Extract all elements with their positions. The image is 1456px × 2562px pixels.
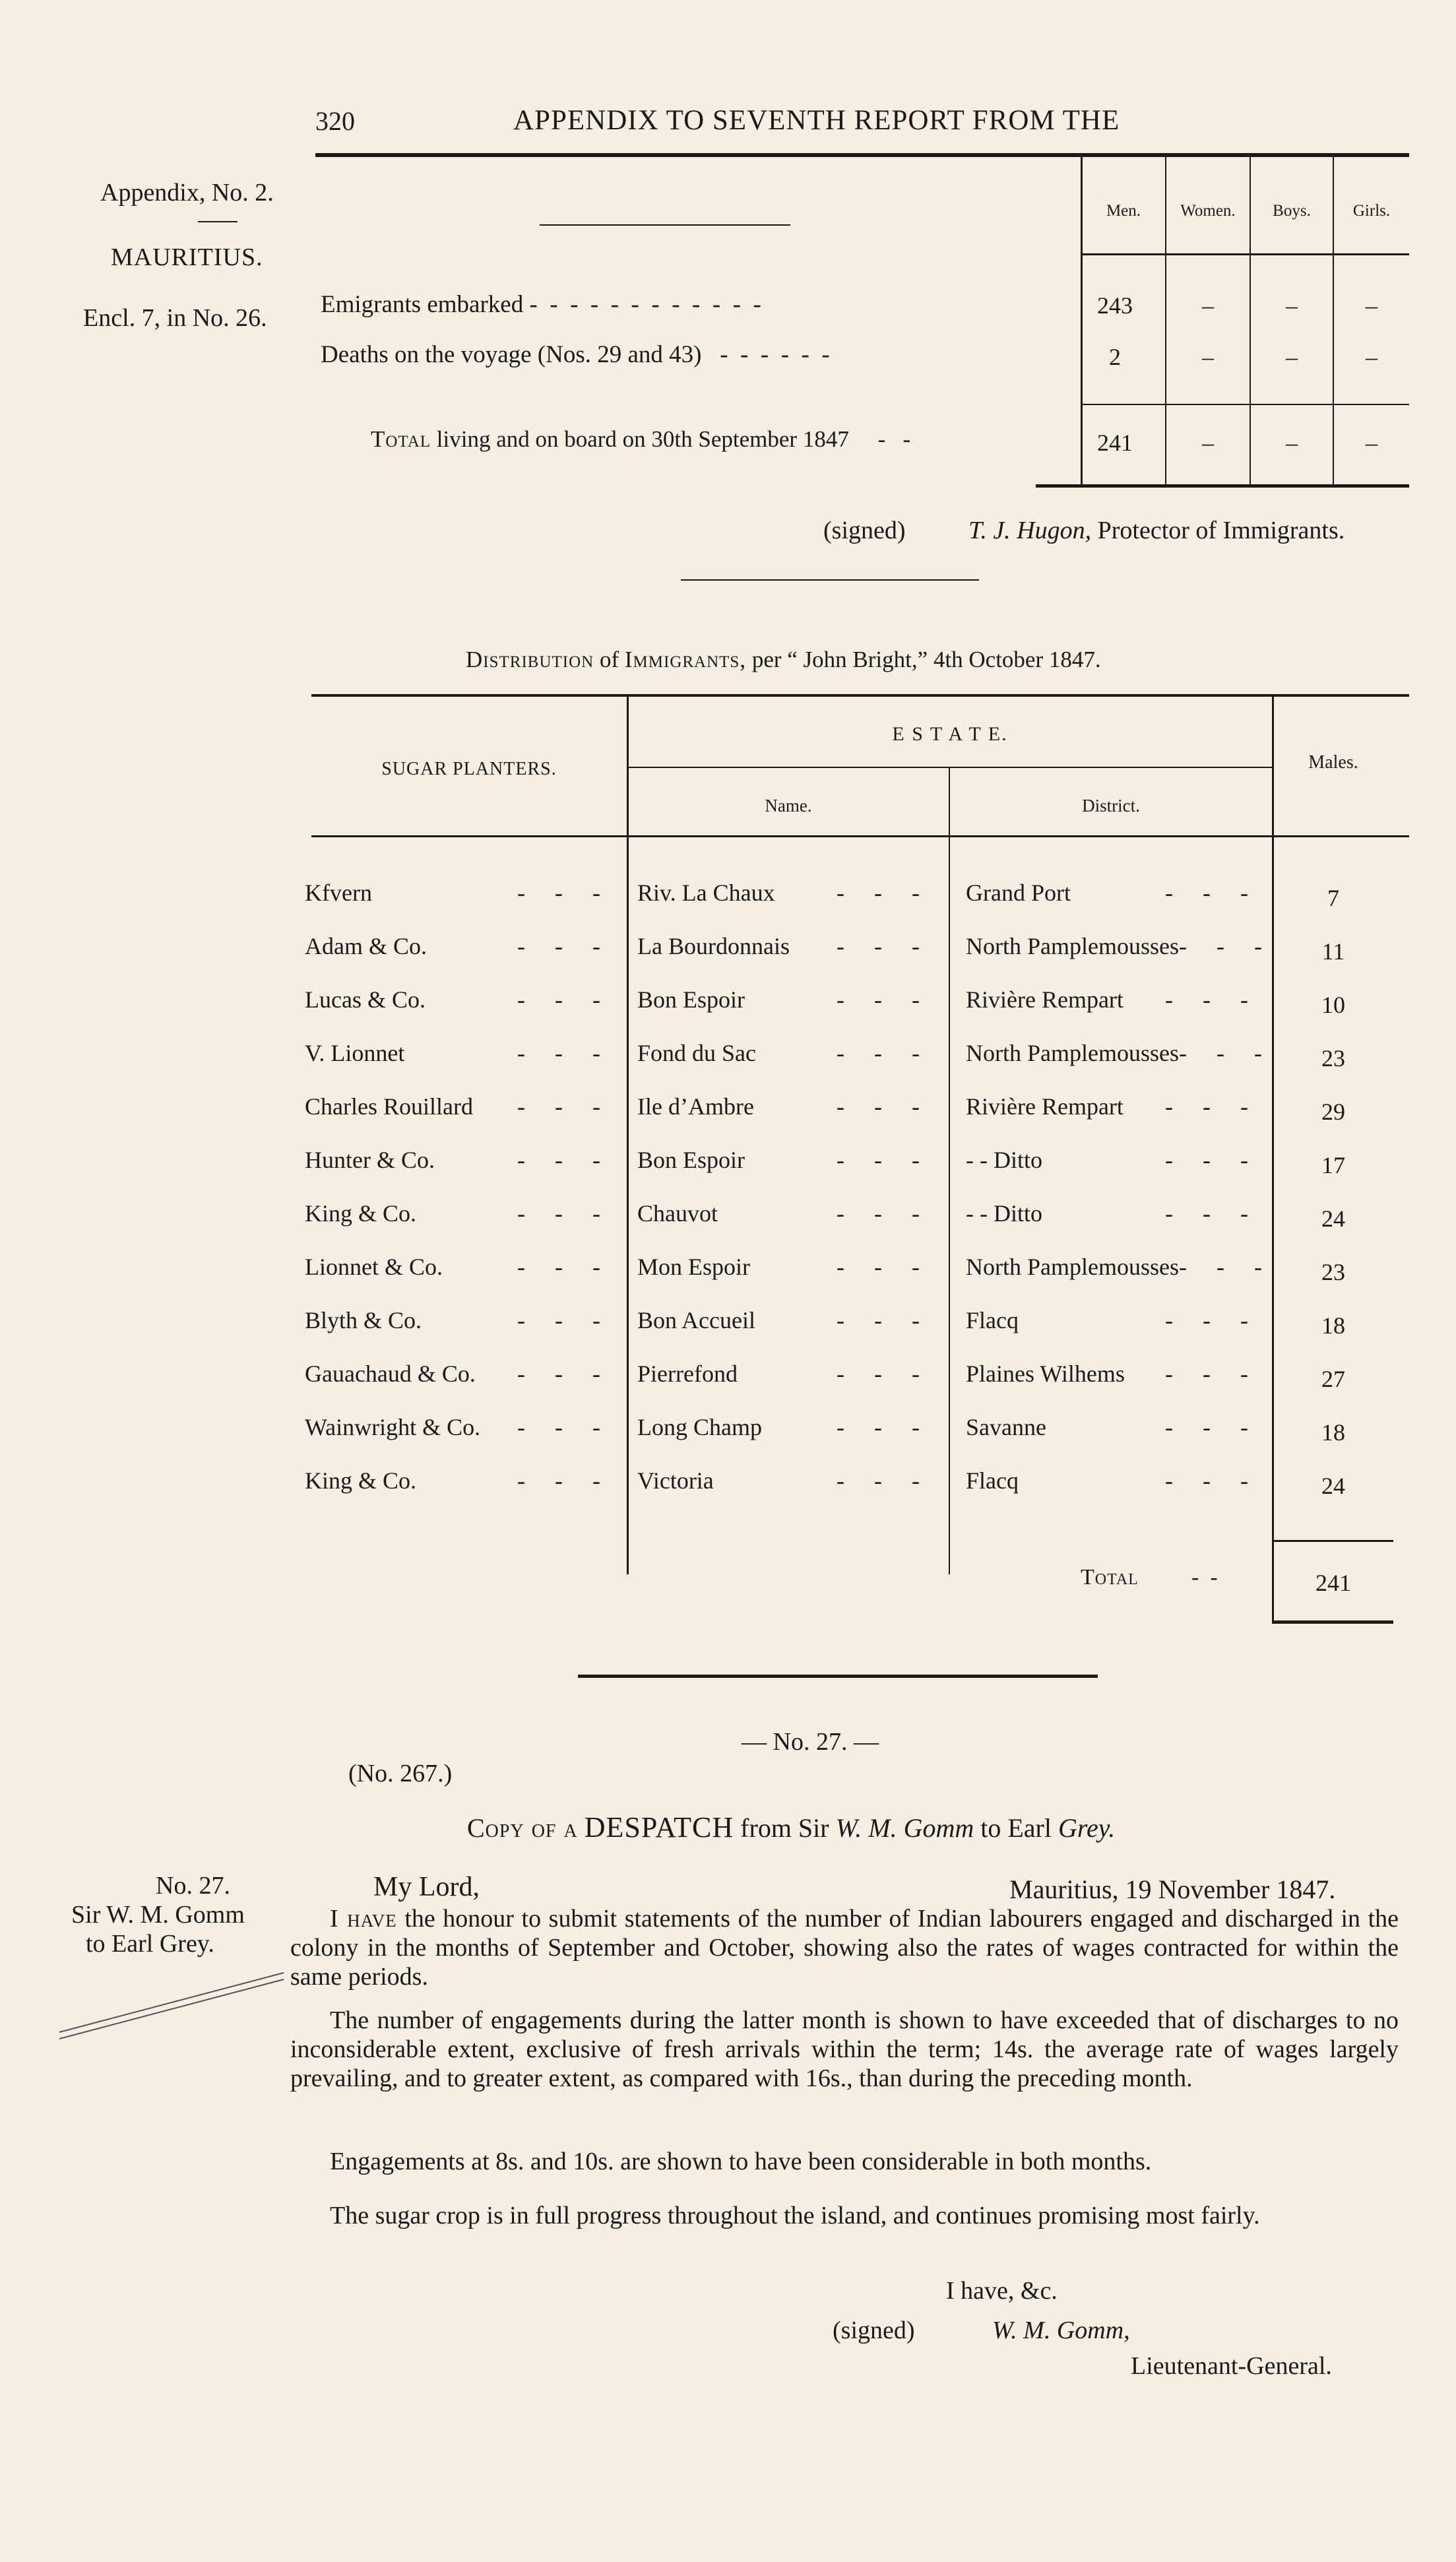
distribution-total-value: 241 xyxy=(1315,1570,1351,1596)
cell-text: Pierrefond xyxy=(637,1361,738,1387)
table1-bottom-rule xyxy=(1036,484,1409,488)
table1-cell: – xyxy=(1366,344,1377,370)
leader-dashes: - - - xyxy=(837,1147,932,1173)
table1-total-label xyxy=(371,426,910,453)
males-cell: 17 xyxy=(1321,1152,1345,1178)
leader-dashes: - - - xyxy=(517,1200,612,1227)
p1-cap: I have xyxy=(330,1905,397,1933)
district-cell xyxy=(966,1146,1263,1174)
estate-cell xyxy=(637,1146,934,1174)
males-cell: 24 xyxy=(1321,1205,1345,1232)
cell-text: Long Champ xyxy=(637,1414,762,1440)
margin-pointer-lines xyxy=(53,1966,290,2045)
cell-text: Victoria xyxy=(637,1467,714,1494)
cell-text: La Bourdonnais xyxy=(637,933,790,959)
district-cell xyxy=(966,1360,1263,1388)
table1-col-girls: Girls. xyxy=(1352,202,1391,220)
leader-dashes: - - - xyxy=(517,933,612,959)
margin-small-rule xyxy=(198,221,237,222)
table1-cell: – xyxy=(1286,430,1298,456)
planter-cell xyxy=(305,1253,615,1281)
col-males: Males. xyxy=(1308,752,1358,773)
table1-col-boys: Boys. xyxy=(1273,202,1311,220)
despatch-signed: (signed) xyxy=(833,2317,915,2344)
males-cell: 23 xyxy=(1321,1045,1345,1072)
despatch-heading xyxy=(467,1810,1115,1844)
males-cell: 29 xyxy=(1321,1099,1345,1125)
signatory-title: Protector of Immigrants. xyxy=(1097,517,1345,544)
distribution-vline-2 xyxy=(949,768,950,1574)
leader-dashes: - - - xyxy=(517,1040,612,1066)
cell-text: Savanne xyxy=(966,1414,1046,1440)
cell-text: King & Co. xyxy=(305,1200,417,1227)
cell-text: Gauachaud & Co. xyxy=(305,1361,476,1387)
table1-row-label: Deaths on the voyage (Nos. 29 and 43) - - - - - - xyxy=(321,341,830,368)
cell-text: Lionnet & Co. xyxy=(305,1254,443,1280)
cell-text: North Pamplemousses xyxy=(966,1254,1179,1280)
estate-cell xyxy=(637,986,934,1013)
table1-cell: – xyxy=(1366,430,1377,456)
planter-cell xyxy=(305,986,615,1013)
table1-col-men: Men. xyxy=(1106,202,1141,220)
paragraph-4: The sugar crop is in full progress throughout the island, and continues promising most fairly. xyxy=(330,2202,1260,2229)
estate-subheader-rule xyxy=(628,767,1272,768)
table1-cell: – xyxy=(1286,292,1298,319)
margin-despatch-no: No. 27. xyxy=(156,1872,230,1900)
heading-sender: W. M. Gomm xyxy=(835,1813,974,1843)
header-rule xyxy=(315,153,1409,157)
distribution-bottom-rule xyxy=(1272,1620,1393,1624)
district-cell xyxy=(966,1467,1263,1494)
table1-cell: – xyxy=(1286,344,1298,370)
males-cell: 23 xyxy=(1321,1259,1345,1285)
leader-dashes: - - - xyxy=(1165,1093,1260,1120)
signed-note: (signed) xyxy=(823,517,906,544)
cell-text: Fond du Sac xyxy=(637,1040,756,1066)
despatch-ref: (No. 267.) xyxy=(348,1760,453,1787)
planter-cell xyxy=(305,879,615,907)
cell-text: Grand Port xyxy=(966,880,1071,906)
cell-text: Flacq xyxy=(966,1467,1019,1494)
col-estate-name: Name. xyxy=(765,796,812,816)
leader-dashes: - - - xyxy=(1178,933,1274,959)
males-cell: 10 xyxy=(1321,992,1345,1018)
leader-dashes: - - - xyxy=(1165,1307,1260,1333)
planter-cell xyxy=(305,1413,615,1441)
closing: I have, &c. xyxy=(946,2277,1058,2305)
estate-cell xyxy=(637,1200,934,1227)
title-of: of xyxy=(599,647,619,672)
leader-dashes: - - - xyxy=(837,880,932,906)
leader-dashes: - - - xyxy=(1165,1361,1260,1387)
signatory xyxy=(968,516,1345,545)
males-cell: 11 xyxy=(1321,938,1345,965)
section-divider xyxy=(681,579,979,581)
despatch-number: — No. 27. — xyxy=(742,1728,879,1756)
males-cell: 18 xyxy=(1321,1419,1345,1446)
margin-enclosure: Encl. 7, in No. 26. xyxy=(83,304,267,332)
leader-dashes: - - - xyxy=(837,1254,932,1280)
despatch-signature xyxy=(992,2316,1130,2345)
leader-dashes: - - - xyxy=(1165,1200,1260,1227)
table1-cell: 241 xyxy=(1097,430,1133,456)
district-cell xyxy=(966,879,1263,907)
leader-dashes: - - - xyxy=(837,1414,932,1440)
leader-dashes: - - - xyxy=(837,1467,932,1494)
cell-text: Bon Espoir xyxy=(637,986,745,1013)
table1-header-rule xyxy=(1081,253,1409,255)
margin-appendix: Appendix, No. 2. xyxy=(100,179,274,207)
table1-cell: – xyxy=(1202,292,1214,319)
signature-name: W. M. Gomm, xyxy=(992,2317,1130,2344)
heading-copy: Copy of a xyxy=(467,1813,578,1843)
distribution-total-dashes: - - xyxy=(1191,1565,1218,1589)
males-cell: 18 xyxy=(1321,1312,1345,1339)
table1-cell: – xyxy=(1202,344,1214,370)
estate-cell xyxy=(637,879,934,907)
table1-col-women: Women. xyxy=(1180,202,1236,220)
estate-cell xyxy=(637,1360,934,1388)
district-cell xyxy=(966,932,1274,960)
district-cell xyxy=(966,1039,1274,1067)
estate-cell xyxy=(637,1093,934,1120)
p1-rest: the honour to submit statements of the number of Indian labourers engaged and discharged in the colony in the months of September and October, showing also the rates of wages contracted for within the same periods. xyxy=(290,1905,1399,1991)
distribution-vline-1 xyxy=(627,697,629,1574)
total-word: Total xyxy=(371,426,431,452)
cell-text: Plaines Wilhems xyxy=(966,1361,1125,1387)
col-estate-district: District. xyxy=(1082,796,1140,816)
title-rest: per “ John Bright,” 4th October 1847. xyxy=(751,647,1101,672)
margin-despatch-to: to Earl Grey. xyxy=(86,1930,214,1958)
cell-text: Wainwright & Co. xyxy=(305,1414,481,1440)
district-cell xyxy=(966,1253,1274,1281)
despatch-divider xyxy=(578,1675,1098,1678)
leader-dashes: - - - xyxy=(837,1307,932,1333)
estate-cell xyxy=(637,1467,934,1494)
total-rest: living and on board on 30th September 1847 - - xyxy=(436,426,911,452)
leader-dashes: - - - xyxy=(517,1254,612,1280)
leader-dashes: - - - xyxy=(517,1414,612,1440)
cell-text: Flacq xyxy=(966,1307,1019,1333)
cell-text: Kfvern xyxy=(305,880,372,906)
signatory-name: T. J. Hugon, xyxy=(968,517,1092,544)
paragraph-2: The number of engagements during the latter month is shown to have exceeded that of discharges to no inconsiderable extent, exclusive of fresh arrivals within the term; 14s. the average rate of wages largely prevailing, and to greater extent, as compared with 16s., than during the preceding month. xyxy=(290,2006,1399,2092)
leader-dashes: - - - xyxy=(517,1467,612,1494)
planter-cell xyxy=(305,1146,615,1174)
leader-dashes: - - - xyxy=(837,1200,932,1227)
table1-cell: 2 xyxy=(1109,344,1121,370)
cell-text: Mon Espoir xyxy=(637,1254,750,1280)
despatch-rank: Lieutenant-General. xyxy=(1131,2352,1332,2380)
table1-cell: – xyxy=(1202,430,1214,456)
page-number: 320 xyxy=(315,106,355,136)
paragraph-1 xyxy=(290,1904,1399,1991)
planter-cell xyxy=(305,1039,615,1067)
leader-dashes: - - - xyxy=(1165,880,1260,906)
cell-text: Riv. La Chaux xyxy=(637,880,775,906)
cell-text: - - Ditto xyxy=(966,1200,1042,1227)
cell-text: V. Lionnet xyxy=(305,1040,405,1066)
estate-cell xyxy=(637,1306,934,1334)
table1-total-rule xyxy=(1081,404,1409,405)
planter-cell xyxy=(305,1306,615,1334)
leader-dashes: - - - xyxy=(1165,1414,1260,1440)
leader-dashes: - - - xyxy=(1178,1254,1274,1280)
cell-text: North Pamplemousses xyxy=(966,1040,1179,1066)
col-sugar-planters: SUGAR PLANTERS. xyxy=(381,759,557,779)
margin-despatch-from: Sir W. M. Gomm xyxy=(71,1901,245,1929)
distribution-header-rule xyxy=(311,835,1409,837)
planter-cell xyxy=(305,1360,615,1388)
leader-dashes: - - - xyxy=(837,1361,932,1387)
table1-cell: – xyxy=(1366,292,1377,319)
estate-cell xyxy=(637,1039,934,1067)
cell-text: Adam & Co. xyxy=(305,933,427,959)
table1-caption-rule xyxy=(540,224,790,226)
cell-text: Rivière Rempart xyxy=(966,986,1124,1013)
cell-text: North Pamplemousses xyxy=(966,933,1179,959)
district-cell xyxy=(966,1093,1263,1120)
leader-dashes: - - - xyxy=(517,1093,612,1120)
cell-text: Chauvot xyxy=(637,1200,718,1227)
cell-text: Lucas & Co. xyxy=(305,986,426,1013)
males-cell: 27 xyxy=(1321,1366,1345,1392)
place-date: Mauritius, 19 November 1847. xyxy=(1009,1874,1336,1904)
distribution-total-rule xyxy=(1272,1540,1393,1542)
cell-text: Bon Espoir xyxy=(637,1147,745,1173)
leader-dashes: - - - xyxy=(837,986,932,1013)
heading-to: to Earl xyxy=(980,1813,1052,1843)
cell-text: Ile d’Ambre xyxy=(637,1093,754,1120)
estate-cell xyxy=(637,932,934,960)
heading-from: from Sir xyxy=(740,1813,829,1843)
running-title: APPENDIX TO SEVENTH REPORT FROM THE xyxy=(513,105,1120,136)
leader-dashes: - - - xyxy=(837,933,932,959)
margin-pointer xyxy=(53,1966,290,2049)
leader-dashes: - - - xyxy=(517,1307,612,1333)
planter-cell xyxy=(305,1093,615,1120)
leader-dashes: - - - xyxy=(1178,1040,1274,1066)
cell-text: Bon Accueil xyxy=(637,1307,755,1333)
distribution-top-rule xyxy=(311,694,1409,697)
planter-cell xyxy=(305,932,615,960)
col-estate: E S T A T E. xyxy=(892,723,1008,745)
heading-recipient: Grey. xyxy=(1058,1813,1116,1843)
margin-colony: MAURITIUS. xyxy=(111,243,263,271)
leader-dashes: - - - xyxy=(517,1361,612,1387)
cell-text: Blyth & Co. xyxy=(305,1307,422,1333)
leader-dashes: - - - xyxy=(1165,986,1260,1013)
cell-text: Charles Rouillard xyxy=(305,1093,473,1120)
district-cell xyxy=(966,986,1263,1013)
leader-dashes: - - - xyxy=(1165,1467,1260,1494)
district-cell xyxy=(966,1306,1263,1334)
males-cell: 24 xyxy=(1321,1473,1345,1499)
title-word-1: Distribution xyxy=(466,647,594,672)
cell-text: Rivière Rempart xyxy=(966,1093,1124,1120)
distribution-title xyxy=(466,647,1101,673)
title-word-2: Immigrants, xyxy=(624,647,747,672)
leader-dashes: - - - xyxy=(837,1040,932,1066)
distribution-total-label: Total xyxy=(1081,1565,1139,1589)
table1-row-label: Emigrants embarked - - - - - - - - - - - - xyxy=(321,291,761,318)
estate-cell xyxy=(637,1413,934,1441)
leader-dashes: - - - xyxy=(517,986,612,1013)
leader-dashes: - - - xyxy=(837,1093,932,1120)
leader-dashes: - - - xyxy=(517,1147,612,1173)
heading-despatch: DESPATCH xyxy=(584,1811,734,1843)
cell-text: King & Co. xyxy=(305,1467,417,1494)
leader-dashes: - - - xyxy=(1165,1147,1260,1173)
males-cell: 7 xyxy=(1327,885,1339,911)
estate-cell xyxy=(637,1253,934,1281)
district-cell xyxy=(966,1413,1263,1441)
cell-text: - - Ditto xyxy=(966,1147,1042,1173)
planter-cell xyxy=(305,1200,615,1227)
leader-dashes: - - - xyxy=(517,880,612,906)
district-cell xyxy=(966,1200,1263,1227)
planter-cell xyxy=(305,1467,615,1494)
table1-cell: 243 xyxy=(1097,292,1133,319)
paragraph-3: Engagements at 8s. and 10s. are shown to have been considerable in both months. xyxy=(330,2148,1152,2175)
cell-text: Hunter & Co. xyxy=(305,1147,435,1173)
salutation: My Lord, xyxy=(373,1872,480,1902)
